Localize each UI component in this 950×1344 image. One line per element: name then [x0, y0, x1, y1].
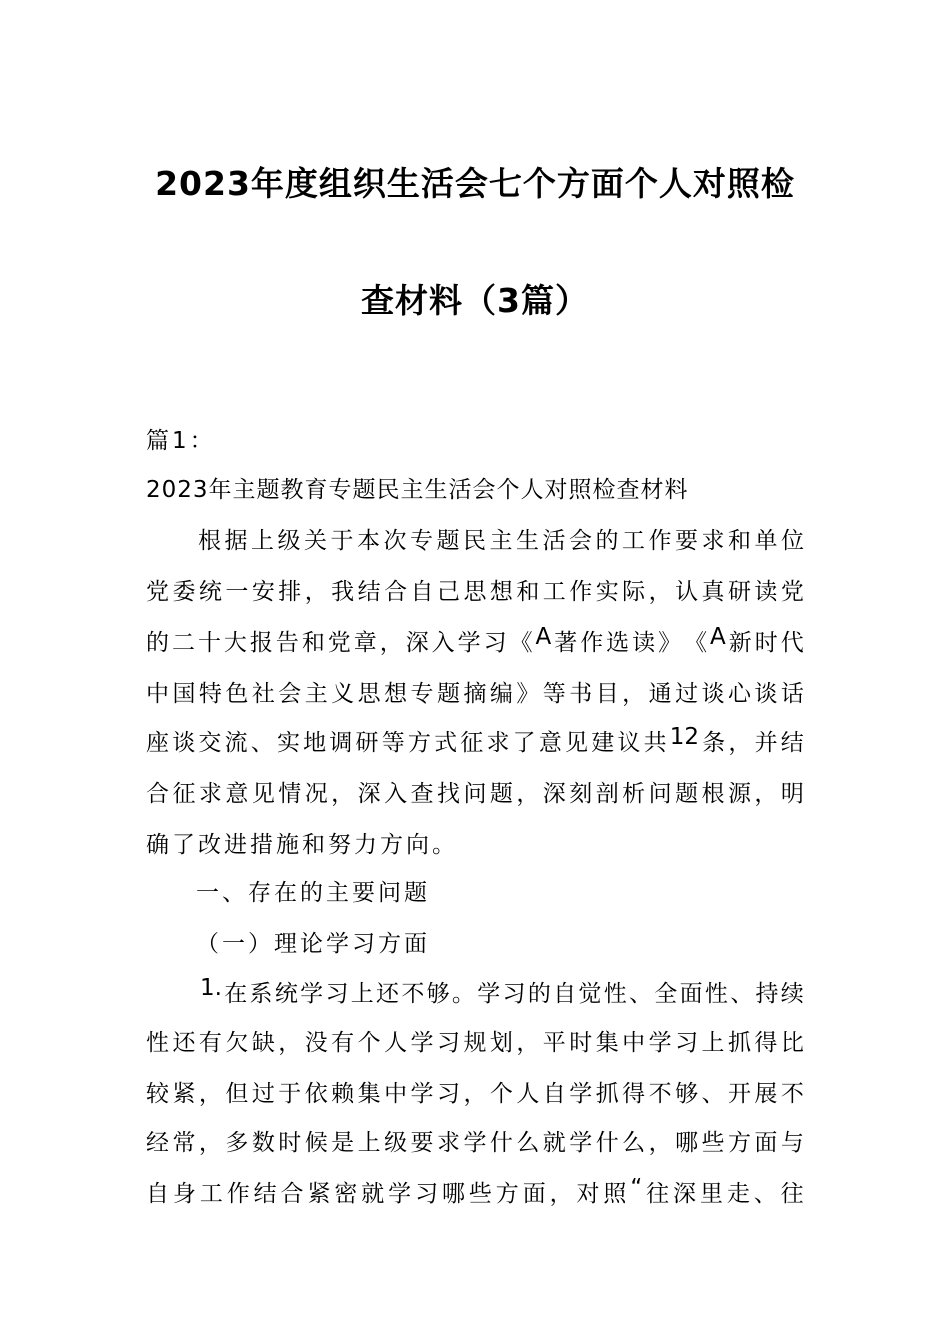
paragraph-line: 座 谈 交 流 、 实 地 调 研 等 方 式 征 求 了 意 见 建 议 共 12 条 ， 并 结: [146, 724, 804, 756]
paragraph-line: 经 常 ， 多 数 时 候 是 上 级 要 求 学 什 么 就 学 什 么 ， 哪 些 方 面 与: [146, 1130, 804, 1156]
paragraph-line: 较 紧 ， 但 过 于 依 赖 集 中 学 习 ， 个 人 自 学 抓 得 不 够 、 开 展 不: [146, 1081, 804, 1107]
paragraph-line: 自 身 工 作 结 合 紧 密 就 学 习 哪 些 方 面 ， 对 照 “ 往 深 里 走 、 往: [146, 1175, 804, 1207]
paragraph-line: 合 征 求 意 见 情 况 ， 深 入 查 找 问 题 ， 深 刻 剖 析 问 题 根 源 ， 明: [146, 781, 804, 807]
paragraph-line: 确了改进措施和努力方向。: [146, 832, 458, 858]
paragraph-line: 1. 在 系 统 学 习 上 还 不 够 。 学 习 的 自 觉 性 、 全 面 性 、 持 续: [200, 975, 804, 1007]
section-label: 篇1：: [146, 428, 216, 454]
document-title-line-2: 查材料（3篇）: [361, 281, 589, 320]
section-heading: 一、存在的主要问题: [196, 880, 430, 906]
paragraph-line: 党 委 统 一 安 排 ， 我 结 合 自 己 思 想 和 工 作 实 际 ， 认 真 研 读 党: [146, 579, 804, 605]
document-title-line-1: 2023年度组织生活会七个方面个人对照检: [155, 164, 795, 203]
paragraph-line: 的 二 十 大 报 告 和 党 章 ， 深 入 学 习 《 A 著 作 选 读 》 《 A 新 时 代: [146, 624, 804, 656]
paragraph-line: 中 国 特 色 社 会 主 义 思 想 专 题 摘 编 》 等 书 目 ， 通 过 谈 心 谈 话: [146, 681, 804, 707]
paragraph-line: 性 还 有 欠 缺 ， 没 有 个 人 学 习 规 划 ， 平 时 集 中 学 习 上 抓 得 比: [146, 1030, 804, 1056]
paragraph-line: 根 据 上 级 关 于 本 次 专 题 民 主 生 活 会 的 工 作 要 求 和 单 位: [198, 528, 804, 554]
subtitle: 2023年主题教育专题民主生活会个人对照检查材料: [146, 477, 689, 503]
subsection-heading: （一）理论学习方面: [196, 931, 430, 957]
